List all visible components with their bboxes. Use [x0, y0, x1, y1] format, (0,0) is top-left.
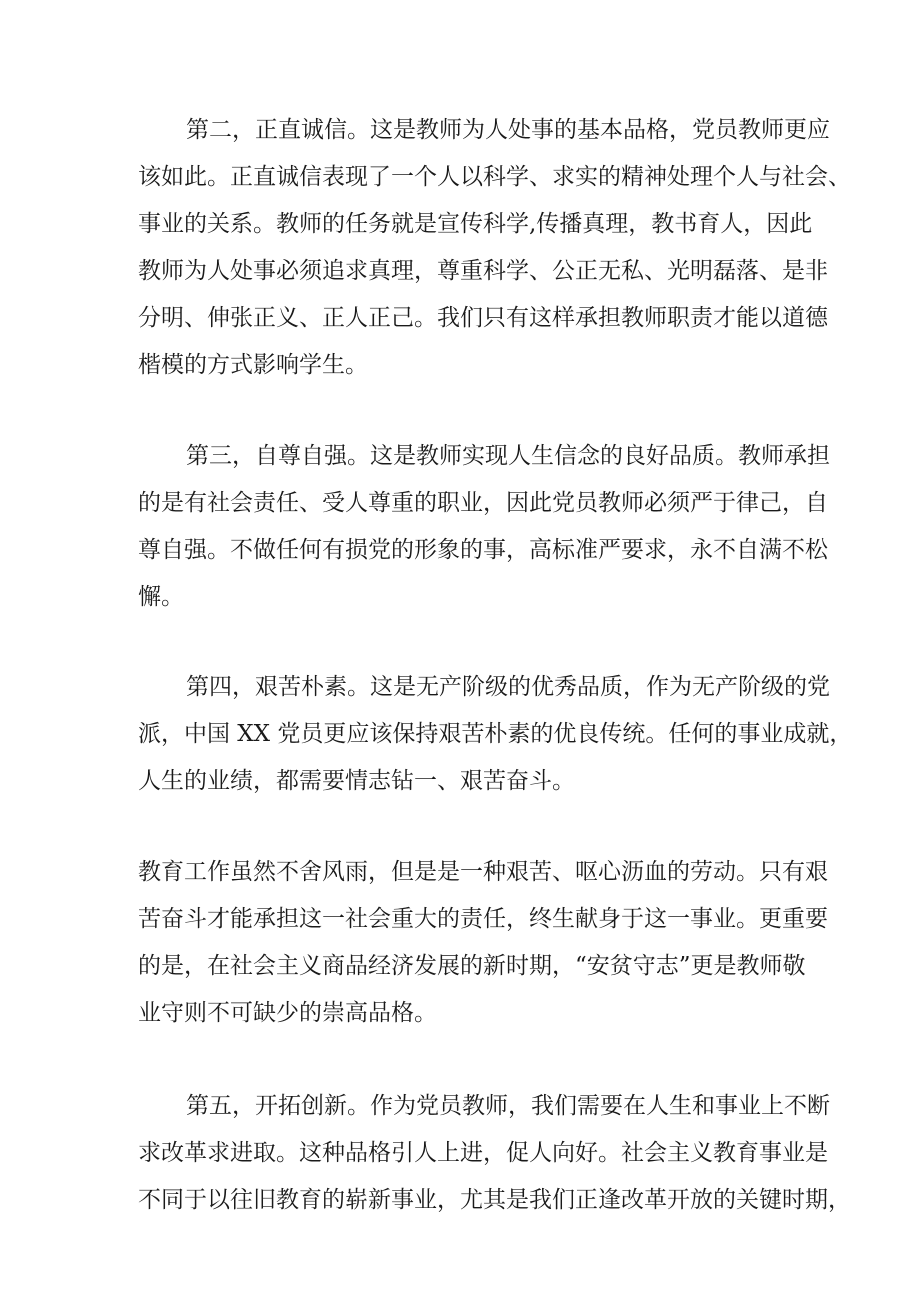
- text-line: 第五，开拓创新。作为党员教师，我们需要在人生和事业上不断: [186, 1093, 830, 1119]
- text-line: 业守则不可缺少的崇高品格。: [138, 1000, 437, 1026]
- text-line: 第三，自尊自强。这是教师实现人生信念的良好品质。教师承担: [186, 443, 830, 469]
- text-line: 事业的关系。教师的任务就是宣传科学,传播真理，教书育人，因此: [138, 211, 813, 237]
- text-line: 派，中国 XX 党员更应该保持艰苦朴素的优良传统。任何的事业成就，: [138, 721, 853, 747]
- text-line: 教师为人处事必须追求真理，尊重科学、公正无私、光明磊落、是非: [138, 258, 828, 284]
- text-line: 不同于以往旧教育的崭新事业，尤其是我们正逢改革开放的关键时期，: [138, 1187, 851, 1213]
- text-line: 第四，艰苦朴素。这是无产阶级的优秀品质，作为无产阶级的党: [186, 674, 830, 700]
- text-line: 楷模的方式影响学生。: [138, 352, 368, 378]
- text-line: 人生的业绩，都需要情志钻一、艰苦奋斗。: [138, 768, 575, 794]
- text-line: 分明、伸张正义、正人正己。我们只有这样承担教师职责才能以道德: [138, 305, 828, 331]
- text-line: 的是有社会责任、受人尊重的职业，因此党员教师必须严于律己，自: [138, 490, 828, 516]
- text-line: 求改革求进取。这种品格引人上进，促人向好。社会主义教育事业是: [138, 1140, 828, 1166]
- text-line: 该如此。正直诚信表现了一个人以科学、求实的精神处理个人与社会、: [138, 164, 851, 190]
- text-line: 的是，在社会主义商品经济发展的新时期，“安贫守志”更是教师敬: [138, 953, 806, 979]
- text-line: 第二，正直诚信。这是教师为人处事的基本品格，党员教师更应: [186, 117, 830, 143]
- text-line: 苦奋斗才能承担这一社会重大的责任，终生献身于这一事业。更重要: [138, 906, 828, 932]
- text-line: 教育工作虽然不舍风雨，但是是一种艰苦、呕心沥血的劳动。只有艰: [138, 859, 828, 885]
- text-line: 尊自强。不做任何有损党的形象的事，高标准严要求，永不自满不松: [138, 537, 828, 563]
- text-line: 懈。: [138, 584, 184, 610]
